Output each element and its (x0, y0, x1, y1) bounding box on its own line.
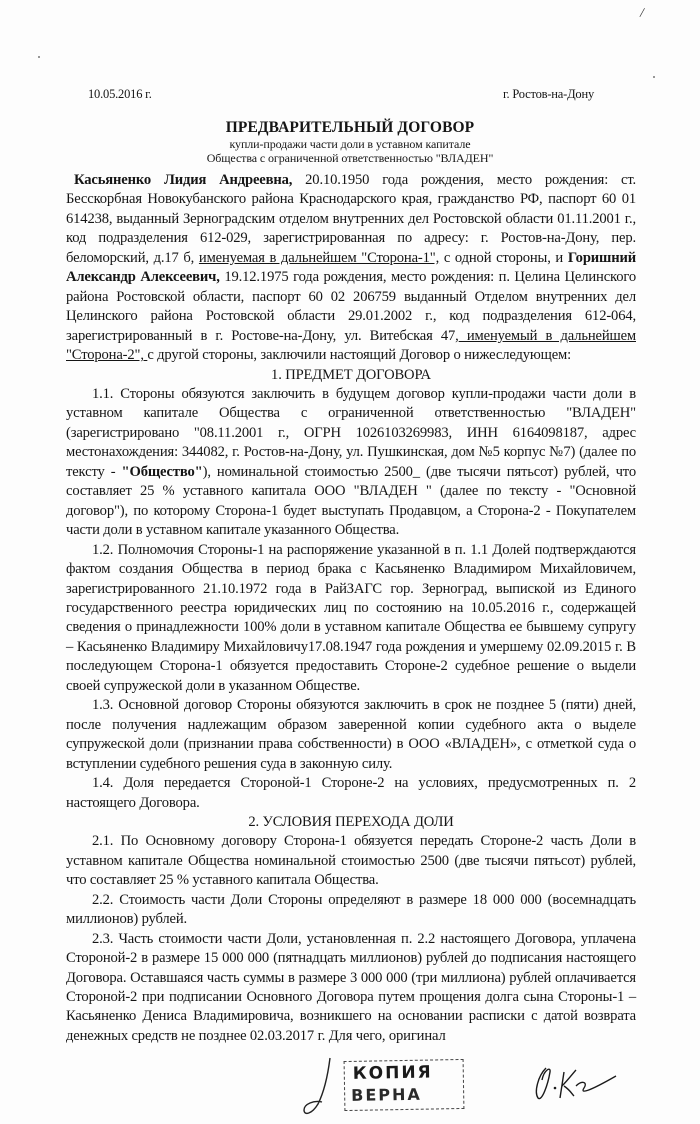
document-title: ПРЕДВАРИТЕЛЬНЫЙ ДОГОВОР (225, 119, 475, 136)
clause-2-2: 2.2. Стоимость части Доли Стороны определяют в размере 18 000 000 (восемнадцать миллионов) рублей. (66, 891, 636, 928)
party2-details: 19.12.1975 года рождения, место рождения: п. Целина Целинского района Ростовской области, паспорт 60 02 206759 выданный Отделом внутренних дел Целинского района Ростовской области 29.01.2002 г., код подразделения 612-064, зарегистрированный в г. Ростове-на-Дону, ул. Витебская 47, (66, 269, 636, 344)
page-corner-mark: / (638, 5, 646, 22)
document-subtitle-line2: Общества с ограниченной ответственностью "ВЛАДЕН" (206, 151, 494, 165)
party2-alias: именуемый в дальнейшем "Сторона-2", (66, 327, 636, 364)
clause-1-3: 1.3. Основной договор Стороны обязуются заключить в срок не позднее 5 (пяти) дней, после получения надлежащим образом заверенной копии судебного акта о выделе супружеской доли (признании права собственности) в ООО «ВЛАДЕН», с отметкой суда о вступлении судебного решения суда в законную силу. (66, 697, 636, 772)
clause-1-4: 1.4. Доля передается Стороной-1 Стороне-2 на условиях, предусмотренных п. 2 настоящего Договора. (66, 775, 636, 811)
scan-speck (38, 56, 40, 58)
stamp-line2: ВЕРНА (351, 1085, 422, 1106)
party1-tail: с одной стороны, и (439, 249, 568, 266)
clause-1-2: 1.2. Полномочия Стороны-1 на распоряжение указанной в п. 1.1 Долей подтверждаются фактом создания Общества в период брака с Касьяненко Владимиром Михайловичем, зарегистрированного 21.10.1972 года в РайЗАГС гор. Зерноград, выпиской из Единого государственного реестра юридических лиц по состоянию на 10.05.2016 г., содержащей сведения о принадлежности 100% доли в уставном капитале Общества ее бывшему супругу – Касьяненко Владимиру Михайловичу17.08.1947 года рождения и умершему 02.09.2015 г. В последующем Сторона-1 обязуется предоставить Стороне-2 судебное решение о выдели своей супружеской доли в указанном Обществе. (66, 541, 636, 694)
party1-alias: именуемая в дальнейшем "Сторона-1", (198, 249, 440, 266)
top-margin (0, 6, 700, 86)
party2-name: Горишний Александр Алексеевич, (66, 249, 636, 286)
preamble (66, 171, 636, 366)
title-block (0, 118, 700, 165)
party2-tail: с другой стороны, заключили настоящий Договор о нижеследующем: (147, 347, 572, 364)
section-heading-1: 1. ПРЕДМЕТ ДОГОВОРА (271, 366, 431, 383)
clause-2-3: 2.3. Часть стоимости части Доли, установленная п. 2.2 настоящего Договора, уплачена Стороной-2 в размере 15 000 000 (пятнадцать миллионов) рублей до подписания настоящего Договора. Оставшаяся часть суммы в размере 3 000 000 (три миллиона) рублей оплачивается Стороной-2 при подписании Основного Договора путем прощения долга сына Стороны-1 – Касьяненко Дениса Владимировича, возникшего на основании расписки с датой возврата денежных средств не позднее 02.03.2017 г. Для чего, оригинал (66, 930, 636, 1044)
clause-1-1-part2: ), номинальной стоимостью 2500_ (две тысячи пятьсот) рублей, что составляет 25 % уставного капитала ООО "ВЛАДЕН " (далее по тексту - "Основной договор"), по которому Сторона-1 будет выступать Продавцом, а Сторона-2 - Покупателем части доли в уставном капитале указанного Общества. (66, 463, 636, 539)
signature-row (0, 1054, 700, 1124)
party1-details: 20.10.1950 года рождения, место рождения: ст. Бесскорбная Новокубанского района Краснодарского края, гражданство РФ, паспорт 60 01 614238, выданный Зерноградским отделом внутренних дел Ростовской области 01.11.2001 г., код подразделения 612-029, зарегистрированная по адресу: г. Ростов-на-Дону, пер. беломорский, д.17 б, (66, 172, 636, 266)
clause-1-1 (66, 385, 636, 541)
clause-1-1-bold-term: "Общество" (121, 463, 203, 480)
section-heading-2: 2. УСЛОВИЯ ПЕРЕХОДА ДОЛИ (248, 813, 454, 830)
scan-speck (653, 76, 655, 78)
document-body (66, 171, 636, 1046)
document-subtitle-line1: купли-продажи части доли в уставном капитале (229, 137, 471, 151)
header-row (0, 86, 700, 102)
signature-icon (530, 1062, 620, 1106)
clause-2-1: 2.1. По Основному договору Сторона-1 обязуется передать Стороне-2 часть Доли в уставном капитале Общества номинальной стоимостью 2500 (две тысячи пятьсот) рублей, что составляет 25 % уставного капитала Общества. (66, 833, 636, 889)
signature-scribble-icon (300, 1054, 340, 1120)
stamp-line1: КОПИЯ (352, 1062, 433, 1085)
clause-1-1-part1: 1.1. Стороны обязуются заключить в будущем договор купли-продажи части доли в уставном капитале Общества с ограниченной ответственностью "ВЛАДЕН" (зарегистрировано "08.11.2001 г., ОГРН 1026103269983, ИНН 6164098187, адрес местонахождения: 344082, г. Ростов-на-Дону, ул. Пушкинская, дом №5 корпус №7) (далее по тексту - (66, 385, 636, 480)
copy-certified-stamp (344, 1059, 465, 1111)
document-city: г. Ростов-на-Дону (502, 87, 594, 101)
document-date: 10.05.2016 г. (88, 87, 152, 101)
party1-name: Касьяненко Лидия Андреевна, (74, 172, 293, 188)
